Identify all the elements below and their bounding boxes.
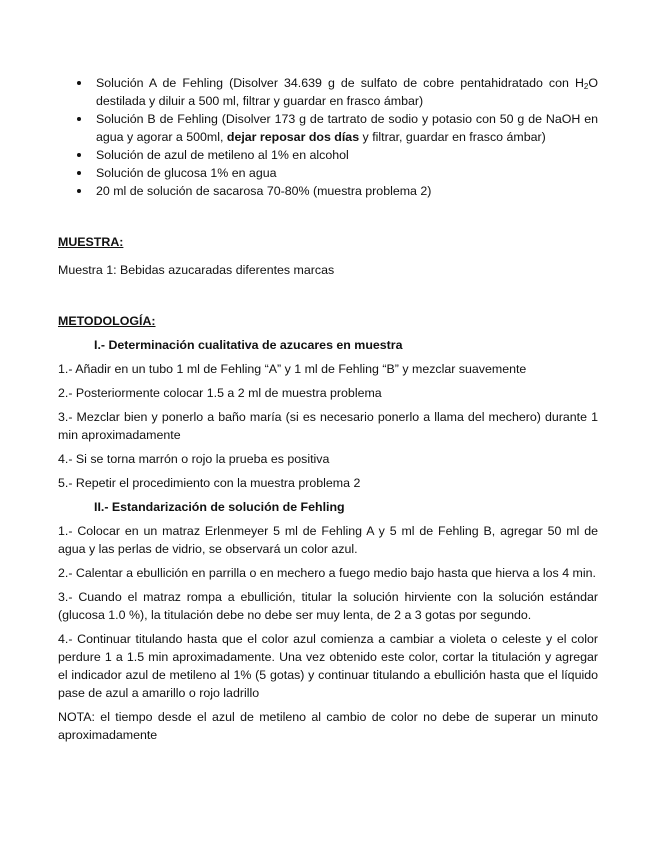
bullet-icon [77, 189, 81, 193]
list-item-text: 20 ml de solución de sacarosa 70-80% (muestra problema 2) [96, 184, 432, 198]
subscript: 2 [583, 82, 589, 91]
procedure-step: 3.- Mezclar bien y ponerlo a baño maría (si es necesario ponerlo a llama del mechero) durante 1 min aproximadamente [58, 410, 598, 442]
procedure-step: 1.- Añadir en un tubo 1 ml de Fehling “A” y 1 ml de Fehling “B” y mezclar suavemente [58, 362, 527, 376]
list-item [58, 146, 598, 164]
list-item-text: Solución B de Fehling (Disolver 173 g de tartrato de sodio y potasio con 50 g de NaOH en agua y agorar a 500ml, [96, 112, 598, 144]
list-item-text: Solución de glucosa 1% en agua [96, 166, 277, 180]
bullet-icon [77, 153, 81, 157]
list-item-text: Solución de azul de metileno al 1% en alcohol [96, 148, 349, 162]
muestra-heading: MUESTRA: [58, 235, 124, 249]
materials-list [58, 74, 598, 200]
procedure-step: 2.- Calentar a ebullición en parrilla o en mechero a fuego medio bajo hasta que hierva a los 4 min. [58, 566, 596, 580]
muestra-text: Muestra 1: Bebidas azucaradas diferentes marcas [58, 263, 335, 277]
bullet-icon [77, 81, 81, 85]
part1-heading: I.- Determinación cualitativa de azucares en muestra [94, 338, 403, 352]
list-item [58, 182, 598, 200]
note-text: NOTA: el tiempo desde el azul de metileno al cambio de color no debe de superar un minuto aproximadamente [58, 710, 598, 742]
procedure-step: 2.- Posteriormente colocar 1.5 a 2 ml de muestra problema [58, 386, 382, 400]
procedure-step: 3.- Cuando el matraz rompa a ebullición, titular la solución hirviente con la solución estándar (glucosa 1.0 %), la titulación debe no debe ser muy lenta, de 2 a 3 gotas por segundo. [58, 590, 598, 622]
bullet-icon [77, 171, 81, 175]
bold-text: dejar reposar dos días [226, 130, 360, 144]
list-item [58, 74, 598, 110]
bullet-icon [77, 117, 81, 121]
list-item-text: y filtrar, guardar en frasco ámbar) [359, 130, 546, 144]
procedure-step: 1.- Colocar en un matraz Erlenmeyer 5 ml de Fehling A y 5 ml de Fehling B, agregar 50 ml de agua y las perlas de vidrio, se observará un color azul. [58, 524, 598, 556]
procedure-step: 4.- Si se torna marrón o rojo la prueba es positiva [58, 452, 330, 466]
procedure-step: 5.- Repetir el procedimiento con la muestra problema 2 [58, 476, 361, 490]
list-item-text: Solución A de Fehling (Disolver 34.639 g de sulfato de cobre pentahidratado con H [96, 76, 584, 90]
metodologia-heading: METODOLOGÍA: [58, 314, 156, 328]
list-item-text: O destilada y diluir a 500 ml, filtrar y guardar en frasco ámbar) [96, 76, 598, 108]
list-item [58, 164, 598, 182]
document-page [58, 74, 598, 744]
procedure-step: 4.- Continuar titulando hasta que el color azul comienza a cambiar a violeta o celeste y el color perdure 1 a 1.5 min aproximadamente. Una vez obtenido este color, cortar la titulación y agregar el indicador azul de metileno al 1% (5 gotas) y continuar titulando a ebullición hasta que el líquido pase de azul a amarillo o rojo ladrillo [58, 632, 598, 700]
list-item [58, 110, 598, 146]
part2-heading: II.- Estandarización de solución de Fehling [94, 500, 345, 514]
